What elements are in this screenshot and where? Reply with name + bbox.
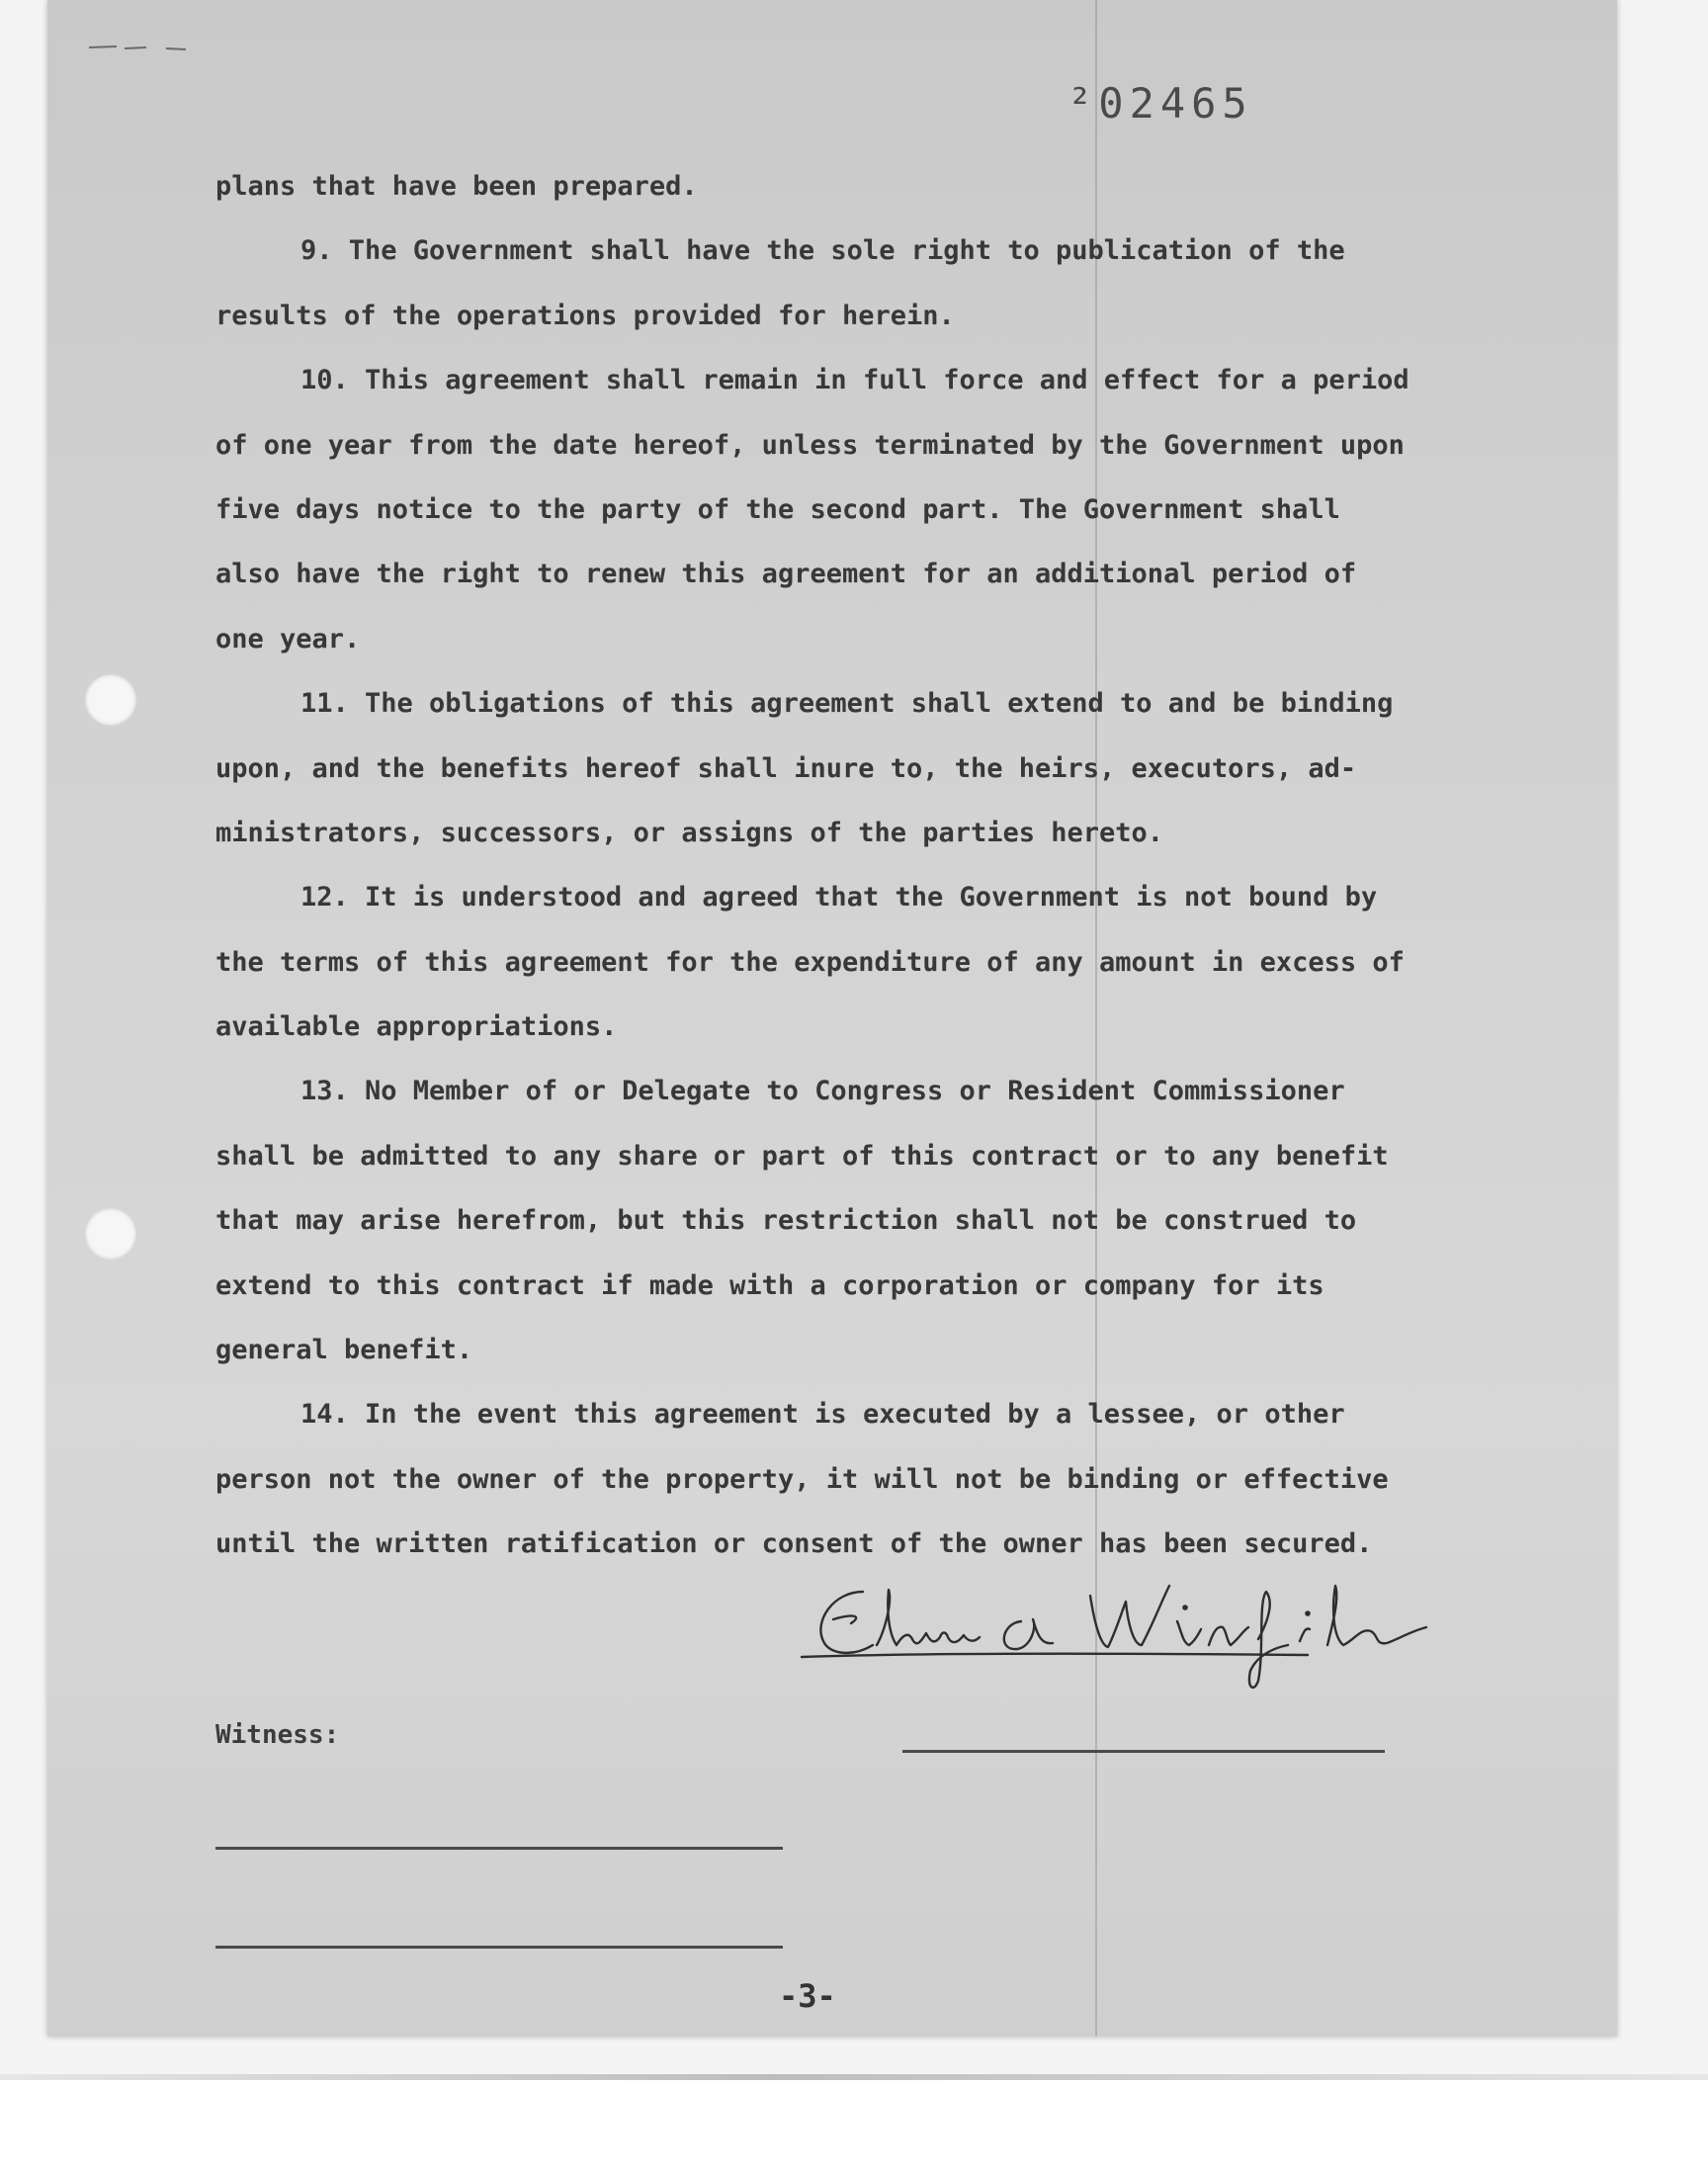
paragraph-11-line-1: 11. The obligations of this agreement shall extend to and be binding — [300, 688, 1394, 720]
punch-hole-bottom — [85, 1208, 136, 1260]
agreement-body — [215, 154, 1491, 1577]
document-page — [47, 0, 1617, 2037]
paragraph-11-line-2: upon, and the benefits hereof shall inure to, the heirs, executors, ad- — [215, 752, 1357, 784]
paragraph-13-line-1: 13. No Member of or Delegate to Congress or Resident Commissioner — [300, 1076, 1345, 1107]
pencil-mark — [87, 44, 196, 51]
paragraph-14-line-1: 14. In the event this agreement is executed by a lessee, or other — [300, 1399, 1345, 1431]
paragraph-14-line-3: until the written ratification or consent of the owner has been secured. — [215, 1528, 1373, 1560]
paragraph-10-line-5: one year. — [215, 623, 361, 654]
scanner-edge — [0, 2074, 1708, 2080]
witness-signature-line-2 — [215, 1946, 783, 1949]
paragraph-9-line-2: results of the operations provided for herein. — [215, 300, 955, 331]
witness-label: Witness: — [215, 1720, 340, 1750]
paragraph-8-line-1: plans that have been prepared. — [215, 171, 698, 202]
page-number: -3- — [779, 1977, 836, 2015]
punch-hole-top — [85, 674, 136, 726]
paragraph-10-line-1: 10. This agreement shall remain in full force and effect for a period — [300, 365, 1409, 396]
paragraph-14-line-2: person not the owner of the property, it will not be binding or effective — [215, 1463, 1389, 1495]
paragraph-12-line-3: available appropriations. — [215, 1011, 618, 1043]
paragraph-12-line-1: 12. It is understood and agreed that the Government is not bound by — [300, 882, 1378, 914]
paragraph-10-line-4: also have the right to renew this agreement for an additional period of — [215, 559, 1357, 590]
paragraph-9-line-1: 9. The Government shall have the sole right to publication of the — [300, 235, 1345, 267]
paragraph-13-line-4: extend to this contract if made with a corporation or company for its — [215, 1269, 1324, 1301]
witness-signature-line-1 — [215, 1847, 783, 1850]
paragraph-10-line-2: of one year from the date hereof, unless terminated by the Government upon — [215, 429, 1405, 461]
signature-line — [902, 1750, 1385, 1753]
handwritten-signature — [794, 1562, 1505, 1700]
document-number: ²02465 — [1068, 79, 1253, 128]
paragraph-12-line-2: the terms of this agreement for the expenditure of any amount in excess of — [215, 946, 1405, 978]
paragraph-13-line-3: that may arise herefrom, but this restriction shall not be construed to — [215, 1205, 1357, 1237]
paragraph-10-line-3: five days notice to the party of the second part. The Government shall — [215, 493, 1340, 525]
paragraph-11-line-3: ministrators, successors, or assigns of the parties hereto. — [215, 817, 1164, 848]
paragraph-13-line-2: shall be admitted to any share or part of this contract or to any benefit — [215, 1140, 1389, 1172]
paragraph-13-line-5: general benefit. — [215, 1335, 473, 1366]
